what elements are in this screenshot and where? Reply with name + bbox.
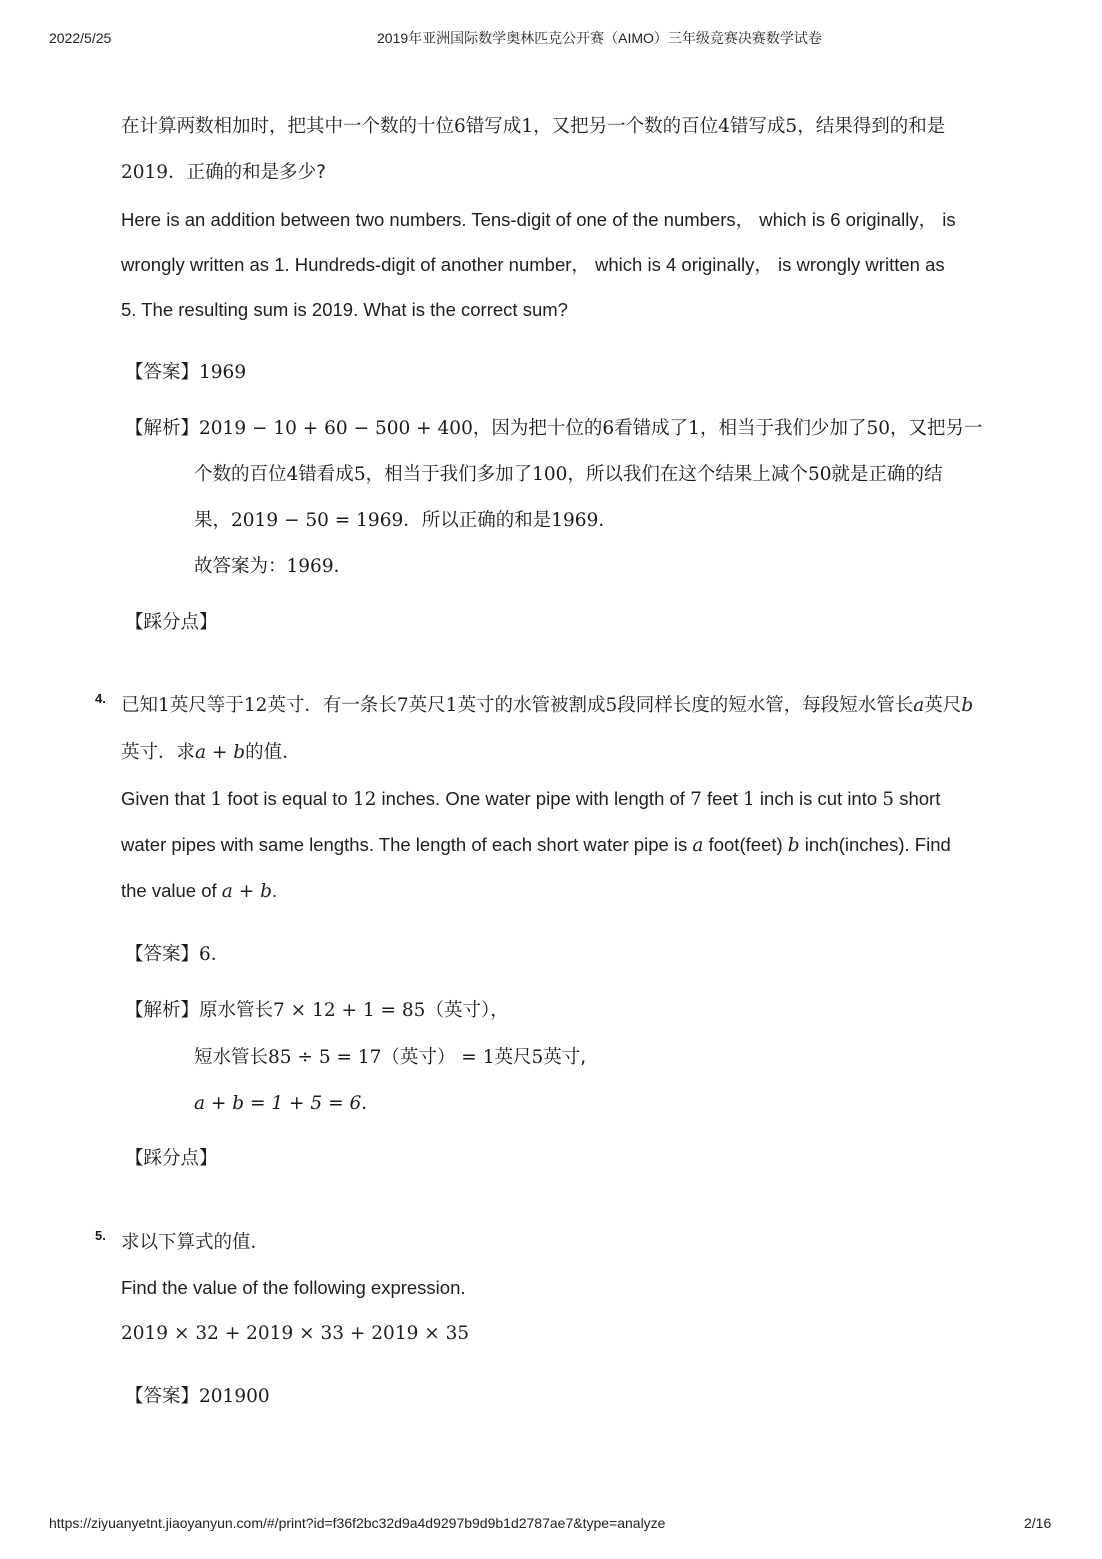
problem-4-cn-line-1: 已知1英尺等于12英寸．有一条长7英尺1英寸的水管被割成5段同样长度的短水管，每段短水管长a英尺b	[121, 695, 974, 716]
problem-5-expression: 2019 × 32 + 2019 × 33 + 2019 × 35	[121, 1323, 470, 1344]
problem-3-en-line-2: wrongly written as 1. Hundreds-digit of another number， which is 4 originally， is wrongly written as	[121, 254, 945, 275]
problem-3-analysis-line-3: 果，2019 − 50 = 1969．所以正确的和是1969.	[194, 510, 605, 531]
problem-3-analysis-line-2: 个数的百位4错看成5，相当于我们多加了100，所以我们在这个结果上减个50就是正确的结	[194, 464, 943, 485]
problem-5-cn-line: 求以下算式的值．	[121, 1232, 270, 1253]
problem-3-en-line-3: 5. The resulting sum is 2019. What is the correct sum?	[121, 299, 568, 320]
answer-value: 1969	[199, 362, 247, 383]
problem-4-scoring-points: 【踩分点】	[125, 1148, 218, 1169]
problem-4-answer: 【答案】6．	[125, 944, 230, 965]
problem-number: 5.	[95, 1228, 106, 1243]
problem-3-en-line-1: Here is an addition between two numbers. Tens-digit of one of the numbers， which is 6 originally， is	[121, 209, 956, 230]
problem-3-scoring-points: 【踩分点】	[125, 612, 218, 633]
analysis-label: 【解析】	[125, 1000, 200, 1021]
page-url: https://ziyuanyetnt.jiaoyanyun.com/#/print?id=f36f2bc32d9a4d9297b9d9b1d2787ae7&type=analyze	[49, 1515, 666, 1531]
problem-4-en-line-2: water pipes with same lengths. The length of each short water pipe is a foot(feet) b inch(inches). Find	[121, 834, 951, 856]
answer-value: 201900	[199, 1386, 270, 1407]
problem-4-analysis-line-1: 【解析】原水管长7 × 12 + 1 = 85（英寸），	[125, 1000, 509, 1021]
problem-3-analysis-line-4: 故答案为：1969．	[194, 556, 353, 577]
answer-label: 【答案】	[125, 362, 200, 383]
answer-value: 6	[199, 944, 211, 965]
problem-3-analysis-line-1: 【解析】2019 − 10 + 60 − 500 + 400，因为把十位的6看错成了1，相当于我们少加了50，又把另一	[125, 418, 983, 439]
problem-3-answer	[125, 360, 246, 386]
analysis-label: 【解析】	[125, 418, 200, 439]
problem-4-analysis-line-3: a + b = 1 + 5 = 6．	[194, 1093, 380, 1114]
problem-5-en-line: Find the value of the following expression.	[121, 1277, 466, 1298]
problem-4-cn-line-2: 英寸．求a + b的值．	[121, 742, 301, 763]
problem-4-analysis-line-2: 短水管长85 ÷ 5 = 17（英寸） = 1英尺5英寸,	[194, 1047, 587, 1068]
problem-4-en-line-1: Given that 1 foot is equal to 12 inches. One water pipe with length of 7 feet 1 inch is cut into 5 short	[121, 788, 941, 810]
problem-3-cn-line-2: 2019．正确的和是多少?	[121, 162, 326, 183]
problem-3-cn-line-1: 在计算两数相加时，把其中一个数的十位6错写成1，又把另一个数的百位4错写成5，结果得到的和是	[121, 116, 946, 137]
answer-label: 【答案】	[125, 944, 200, 965]
print-date: 2022/5/25	[49, 30, 112, 46]
problem-4-en-line-3: the value of a + b.	[121, 880, 278, 902]
document-title: 2019年亚洲国际数学奥林匹克公开赛（AIMO）三年级竞赛决赛数学试卷	[377, 30, 822, 46]
problem-5-answer	[125, 1384, 270, 1410]
page-number: 2/16	[1024, 1515, 1052, 1531]
answer-label: 【答案】	[125, 1386, 200, 1407]
problem-number: 4.	[95, 691, 106, 706]
